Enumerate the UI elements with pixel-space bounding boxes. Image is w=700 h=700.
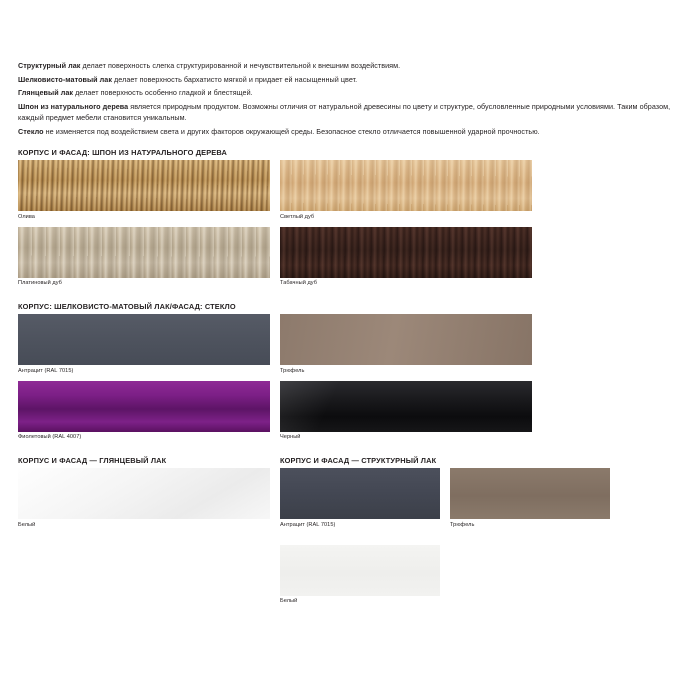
intro-paragraph-1 [18,60,686,72]
swatch-label: Трюфель [450,521,475,528]
swatch-label: Платиновый дуб [18,280,62,286]
swatch-trufel-struct-color [450,468,610,519]
section-veneer [18,148,686,293]
intro-paragraph-3-bold: Глянцевый лак [18,88,74,97]
swatch-item[interactable] [18,314,270,374]
swatch-label: Черный [280,434,301,440]
section-silk-matte-title: КОРПУС: ШЕЛКОВИСТО-МАТОВЫЙ ЛАК/ФАСАД: СТЕКЛО [18,302,236,311]
intro-paragraph-4 [18,101,686,124]
section-veneer-title: КОРПУС И ФАСАД: ШПОН ИЗ НАТУРАЛЬНОГО ДЕРЕВА [18,148,227,157]
swatch-tabachny-dub-color [280,227,532,278]
intro-paragraph-3 [18,87,686,99]
swatch-label: Фиолетовый (RAL 4007) [18,434,82,440]
swatch-item[interactable] [280,468,440,528]
intro-paragraph-2-rest: делает поверхность бархатисто мягкой и придает ей насыщенный цвет. [112,74,358,84]
intro-paragraph-2-bold: Шелковисто-матовый лак [18,74,112,84]
swatch-item[interactable] [280,381,532,441]
intro-text-block [18,60,686,139]
swatch-trufel-color [280,314,532,365]
swatch-platinovy-dub-color [18,227,270,278]
swatch-antracit-struct-color [280,468,440,519]
section-structural-title: КОРПУС И ФАСАД — СТРУКТУРНЫЙ ЛАК [280,456,437,465]
section-gloss-column [18,456,270,611]
swatch-item[interactable] [280,314,532,374]
swatch-cherny-color [280,381,532,432]
swatch-antracit-color [18,314,270,365]
intro-paragraph-4-bold: Шпон из натурального дерева [18,101,129,111]
swatch-svetly-dub-color [280,160,532,211]
intro-paragraph-1-rest: делает поверхность слегка структурированной и нечувствительной к внешним воздействиям. [80,61,401,70]
swatch-item[interactable] [280,160,532,220]
swatch-sections [18,148,686,620]
swatch-bely-struct-color [280,545,440,596]
intro-paragraph-5-rest: не изменяется под воздействием света и других факторов окружающей среды. Безопасное стекло отличается повышенной ударной прочностью. [43,126,540,136]
swatch-label: Белый [18,521,36,528]
swatch-item[interactable] [280,227,532,287]
swatch-item[interactable] [18,381,270,441]
swatch-label: Трюфель [280,367,305,374]
section-gloss-title: КОРПУС И ФАСАД — ГЛЯНЦЕВЫЙ ЛАК [18,456,167,465]
swatch-label: Светлый дуб [280,213,315,220]
swatch-item[interactable] [280,545,440,605]
intro-paragraph-4-rest: является природным продуктом. Возможны отличия от натуральной древесины по цвету и структуре, обусловленные природными условиями. Таким образом, каждый предмет мебели становится уникальным. [18,101,671,122]
swatch-label: Белый [280,598,298,604]
section-silk-matte [18,302,686,447]
swatch-item[interactable] [18,468,270,528]
swatch-label: Олива [18,213,35,220]
section-gloss-structural [18,456,686,611]
intro-paragraph-3-rest: делает поверхность особенно гладкой и блестящей. [73,88,253,97]
swatch-fioletovy-color [18,381,270,432]
swatch-item[interactable] [18,160,270,220]
section-veneer-swatches [18,160,686,293]
section-structural-swatches [280,468,686,611]
swatch-label: Антрацит (RAL 7015) [280,521,336,528]
section-structural-column [280,456,686,611]
swatch-oliva-color [18,160,270,211]
swatch-item[interactable] [18,227,270,287]
swatch-label: Антрацит (RAL 7015) [18,367,74,374]
swatch-label: Табачный дуб [280,280,317,286]
section-gloss-structural-row [18,456,686,611]
intro-paragraph-2 [18,74,686,86]
section-silk-matte-swatches [18,314,686,447]
intro-paragraph-1-bold: Структурный лак [18,61,81,70]
intro-paragraph-5-bold: Стекло [18,126,44,136]
swatch-item[interactable] [450,468,610,528]
intro-paragraph-5 [18,126,686,138]
swatch-bely-gloss-color [18,468,270,519]
